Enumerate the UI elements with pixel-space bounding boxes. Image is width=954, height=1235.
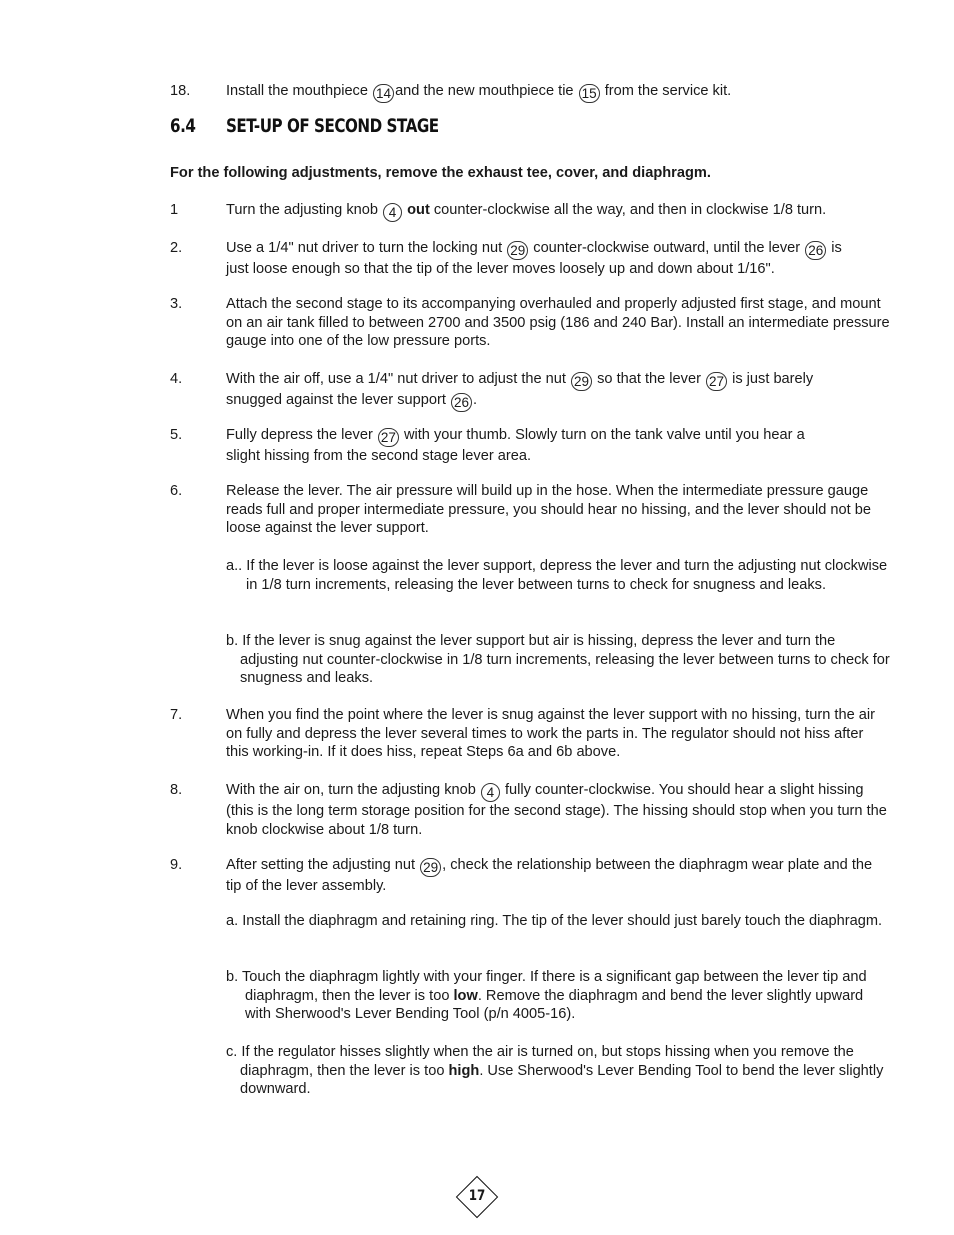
text-segment: slight hissing from the second stage lever area. (226, 448, 532, 464)
bold-notice: For the following adjustments, remove the exhaust tee, cover, and diaphragm. (170, 165, 711, 181)
text-segment: with your thumb. Slowly turn on the tank valve until you hear a (399, 427, 805, 443)
text-segment: so that the lever (593, 371, 705, 387)
substep-9b (226, 968, 890, 1024)
step-number: 4. (170, 371, 183, 387)
text-segment: After setting the adjusting nut (226, 857, 420, 873)
text-segment: counter-clockwise all the way, and then in clockwise 1/8 turn. (429, 202, 827, 218)
page-number-badge (456, 1176, 498, 1218)
section-title: SET-UP OF SECOND STAGE (226, 116, 439, 137)
step-number: 5. (170, 427, 183, 443)
page-number: 17 (468, 1188, 486, 1204)
step-text (226, 781, 890, 839)
step-number: 1 (170, 202, 179, 218)
part-callout: 26 (451, 393, 472, 412)
step-text (226, 426, 890, 466)
part-callout: 15 (579, 84, 600, 103)
step-text (226, 82, 890, 103)
step-text (226, 201, 890, 222)
text-segment: snugged against the lever support (226, 392, 450, 408)
step-text (226, 239, 890, 279)
part-callout: 4 (383, 203, 402, 222)
text-segment: Fully depress the lever (226, 427, 377, 443)
part-callout: 4 (481, 783, 500, 802)
part-callout: 27 (706, 372, 727, 391)
step-text: Attach the second stage to its accompanying overhauled and properly adjusted first stage, and mount on an air tank filled to between 2700 and 3500 psig (186 and 240 Bar). Install an intermediate pressure gauge into one of the low pressure ports. (226, 296, 890, 350)
bold-term: high (448, 1062, 480, 1079)
substep-9a: a. Install the diaphragm and retaining ring. The tip of the lever should just barely touch the diaphragm. (226, 913, 883, 929)
text-segment: just loose enough so that the tip of the lever moves loosely up and down about 1/16". (226, 261, 775, 277)
bold-term: low (453, 987, 478, 1004)
substep-6a: a.. If the lever is loose against the lever support, depress the lever and turn the adjusting nut clockwise in 1/8 turn increments, releasing the lever between turns to check for snugness and leaks. (226, 558, 888, 593)
step-number: 2. (170, 240, 183, 256)
text-segment: , check the relationship between the diaphragm wear plate and the tip of the lever assembly. (226, 857, 873, 894)
text-segment: . (472, 392, 478, 408)
text-segment: fully counter-clockwise. You should hear a slight hissing (this is the long term storage position for the second stage). The hissing should stop when you turn the knob clockwise about 1/8 turn. (226, 782, 887, 838)
text-segment: counter-clockwise outward, until the lever (529, 240, 805, 256)
text-segment: Turn the adjusting knob (226, 202, 383, 218)
step-number: 6. (170, 483, 183, 499)
part-callout: 29 (507, 241, 528, 260)
part-callout: 26 (805, 241, 826, 260)
step-text: Release the lever. The air pressure will build up in the hose. When the intermediate pressure gauge reads full and proper intermediate pressure, you should hear no hissing, and the lever should not be loose against the lever support. (226, 483, 871, 537)
part-callout: 27 (378, 428, 399, 447)
text-segment: is (827, 240, 842, 256)
text-segment: is just barely (728, 371, 814, 387)
step-text: When you find the point where the lever is snug against the lever support with no hissing, turn the air on fully and depress the lever several times to work the parts in. The regulator should not hiss after this working-in. If it does hiss, repeat Steps 6a and 6b above. (226, 707, 875, 761)
step-text (226, 856, 890, 896)
step-number: 18. (170, 83, 191, 99)
text-segment: Install the mouthpiece (226, 83, 373, 99)
text-segment: . Use Sherwood's Lever Bending Tool to bend the lever slightly downward. (240, 1062, 884, 1098)
step-number: 8. (170, 782, 183, 798)
part-callout: 29 (571, 372, 592, 391)
part-callout: 14 (373, 84, 394, 103)
text-segment: . Remove the diaphragm and bend the lever slightly upward with Sherwood's Lever Bending Tool (p/n 4005-16). (245, 987, 864, 1023)
bold-term: out (407, 202, 430, 218)
part-callout: 29 (420, 858, 441, 877)
step-number: 3. (170, 296, 183, 312)
text-segment: With the air off, use a 1/4" nut driver to adjust the nut (226, 371, 571, 387)
text-segment: With the air on, turn the adjusting knob (226, 782, 480, 798)
step-text (226, 370, 890, 412)
text-segment: from the service kit. (600, 83, 732, 99)
step-number: 9. (170, 857, 183, 873)
substep-9c (226, 1043, 890, 1099)
text-segment: b. Touch the diaphragm lightly with your finger. If there is a significant gap between the lever tip and diaphragm, then the lever is too (226, 969, 867, 1004)
text-segment: and the new mouthpiece tie (395, 83, 578, 99)
text-segment: Use a 1/4" nut driver to turn the locking nut (226, 240, 507, 256)
substep-6b: b. If the lever is snug against the lever support but air is hissing, depress the lever and turn the adjusting nut counter-clockwise in 1/8 turn increments, releasing the lever between turns to check for snugness and leaks. (226, 633, 890, 687)
step-number: 7. (170, 707, 183, 723)
text-segment: c. If the regulator hisses slightly when the air is turned on, but stops hissing when you remove the diaphragm, then the lever is too (226, 1044, 854, 1079)
section-number: 6.4 (170, 116, 196, 137)
